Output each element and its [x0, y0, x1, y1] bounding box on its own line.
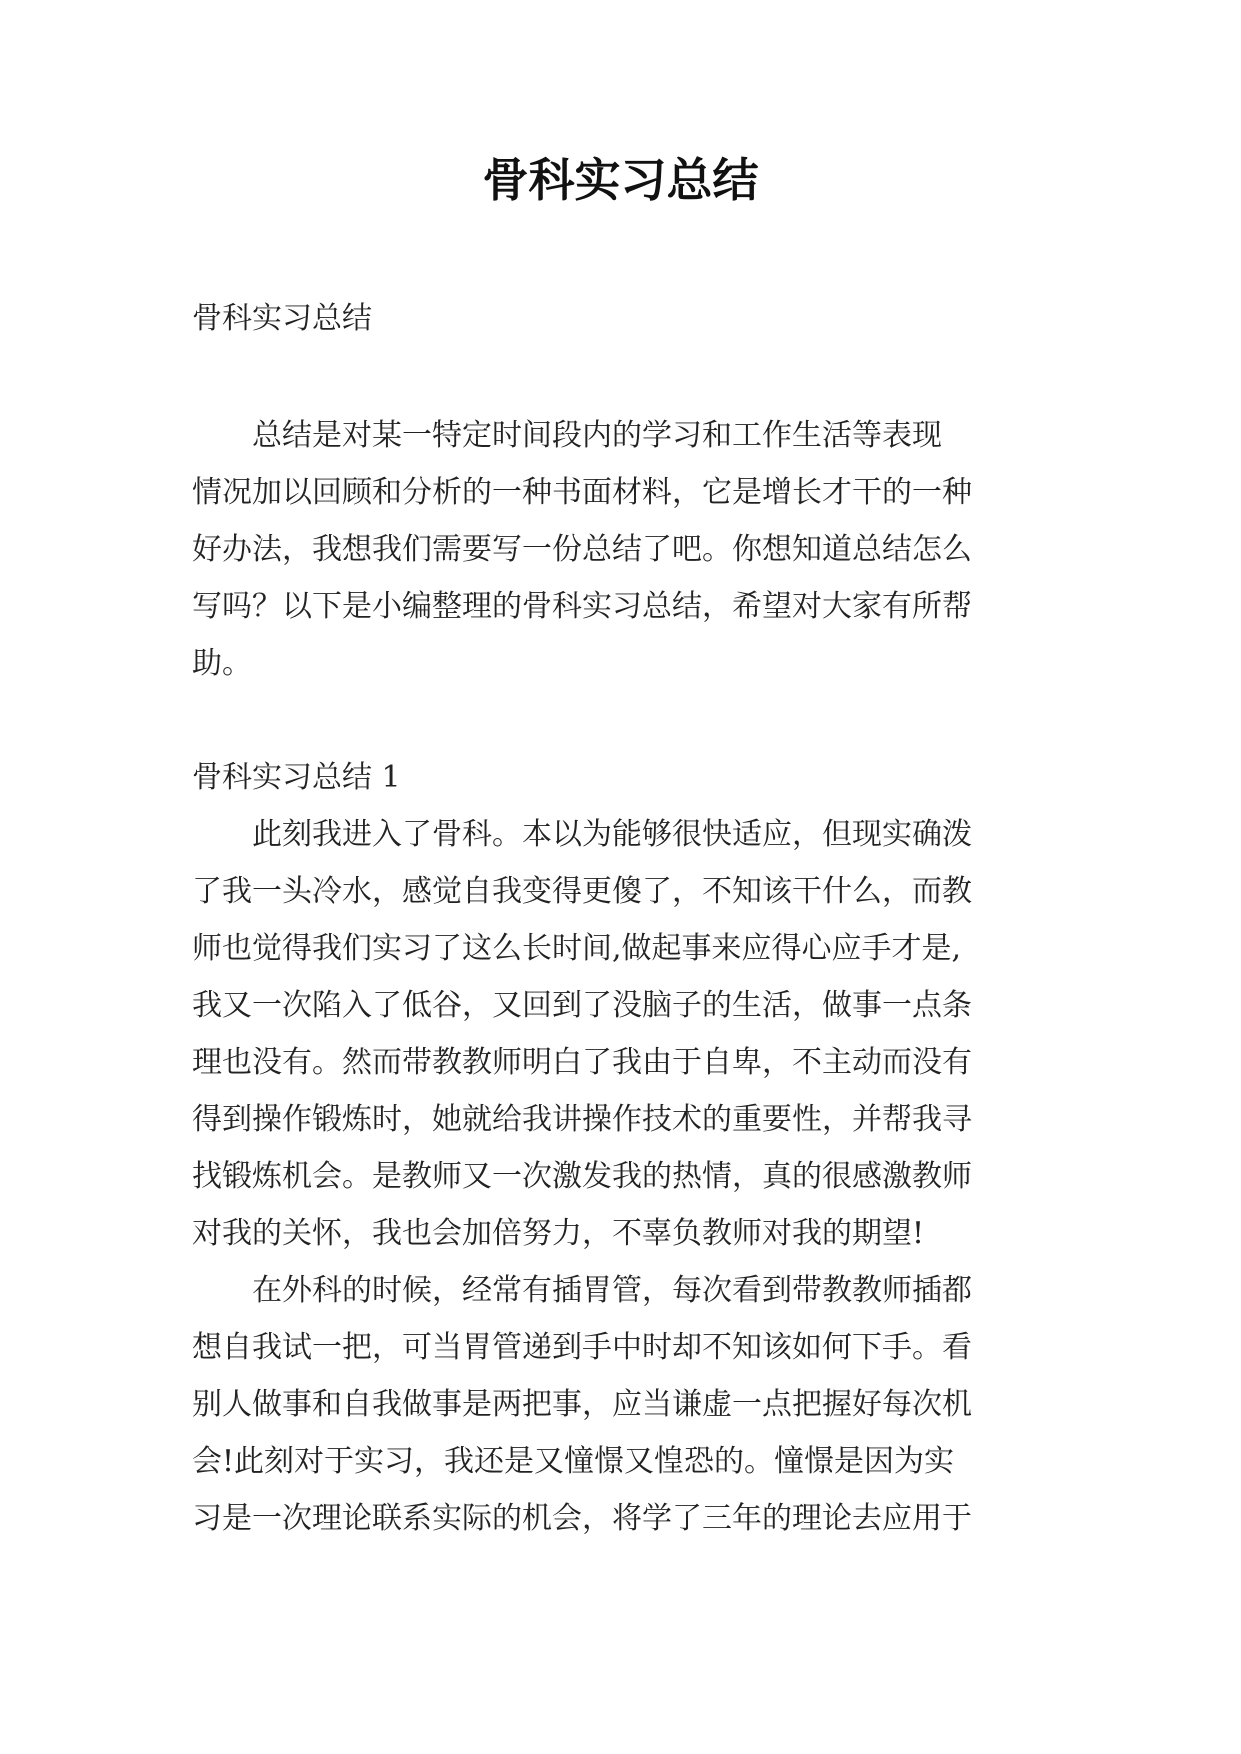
section-line: 别人做事和自我做事是两把事，应当谦虚一点把握好每次机	[192, 1387, 972, 1422]
section-heading: 骨科实习总结 1	[192, 760, 401, 795]
section-line: 理也没有。然而带教教师明白了我由于自卑，不主动而没有	[192, 1045, 972, 1080]
intro-line: 总结是对某一特定时间段内的学习和工作生活等表现	[252, 418, 942, 453]
section-line: 找锻炼机会。是教师又一次激发我的热情，真的很感激教师	[192, 1159, 972, 1194]
section-line: 了我一头冷水，感觉自我变得更傻了，不知该干什么，而教	[192, 874, 972, 909]
intro-line: 情况加以回顾和分析的一种书面材料，它是增长才干的一种	[192, 475, 972, 510]
intro-line: 助。	[192, 646, 252, 681]
document-title: 骨科实习总结	[482, 153, 759, 207]
document-subtitle: 骨科实习总结	[192, 301, 372, 336]
section-body	[192, 806, 1054, 1547]
intro-line: 好办法，我想我们需要写一份总结了吧。你想知道总结怎么	[192, 532, 972, 567]
intro-line: 写吗？以下是小编整理的骨科实习总结，希望对大家有所帮	[192, 589, 972, 624]
section-line: 会!此刻对于实习，我还是又憧憬又惶恐的。憧憬是因为实	[192, 1444, 955, 1479]
section-line: 对我的关怀，我也会加倍努力，不辜负教师对我的期望!	[192, 1216, 925, 1251]
section-line: 得到操作锻炼时，她就给我讲操作技术的重要性，并帮我寻	[192, 1102, 972, 1137]
section-line: 我又一次陷入了低谷，又回到了没脑子的生活，做事一点条	[192, 988, 972, 1023]
intro-paragraph	[192, 407, 1054, 692]
section-line: 习是一次理论联系实际的机会，将学了三年的理论去应用于	[192, 1501, 972, 1536]
section-line: 在外科的时候，经常有插胃管，每次看到带教教师插都	[252, 1273, 972, 1308]
section-line: 想自我试一把，可当胃管递到手中时却不知该如何下手。看	[192, 1330, 972, 1365]
section-line: 师也觉得我们实习了这么长时间,做起事来应得心应手才是,	[192, 931, 962, 966]
section-line: 此刻我进入了骨科。本以为能够很快适应，但现实确泼	[252, 817, 972, 852]
